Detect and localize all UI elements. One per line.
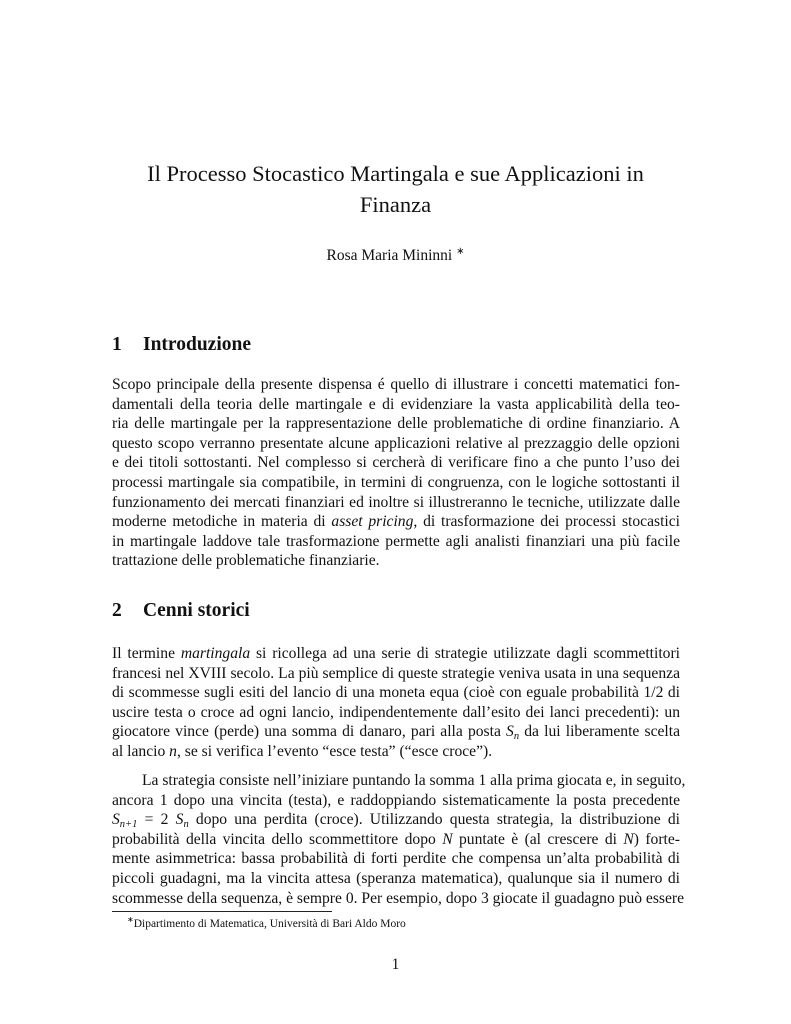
- text-segment: giocatore vince (perde) una somma di danaro, pari alla posta: [112, 723, 507, 741]
- text-segment: damentali della teoria delle martingale e di evidenziare la vasta applicabilità della teo-: [112, 395, 680, 413]
- math-subscript: n+1: [119, 819, 138, 831]
- section-title: Cenni storici: [143, 600, 250, 621]
- footnote-mark: ∗: [127, 915, 134, 924]
- text-line: [112, 683, 680, 703]
- italic-text: N: [623, 830, 634, 848]
- text-segment: funzionamento dei mercati finanziari ed inoltre si illustreranno le tecniche, utilizzate dalle: [112, 493, 680, 511]
- text-segment: , se si verifica l’evento “esce testa” (“esce croce”).: [176, 742, 493, 760]
- text-segment: mente asimmetrica: bassa probabilità di forti perdite che compensa un’alta probabilità di: [112, 850, 680, 868]
- text-line: [112, 473, 680, 493]
- text-segment: ria delle martingale per la rappresentazione delle problematiche di ordine finanziario. A: [112, 415, 680, 433]
- text-line: [112, 703, 680, 723]
- text-segment: La strategia consiste nell’iniziare puntando la somma 1 alla prima giocata e, in seguito,: [142, 772, 686, 789]
- math-subscript: n: [513, 731, 520, 743]
- text-line: [112, 849, 680, 869]
- text-line: [112, 375, 680, 395]
- text-segment: ancora 1 dopo una vincita (testa), e raddoppiando sistematicamente la posta precedente: [112, 791, 680, 809]
- text-segment: piccoli guadagni, ma la vincita attesa (speranza matematica), qualunque sia il numero di: [112, 869, 680, 887]
- text-segment: = 2: [137, 811, 176, 829]
- section-title: Introduzione: [143, 334, 251, 355]
- section-heading-cenni-storici: [112, 600, 250, 622]
- section-heading-introduzione: [112, 334, 251, 356]
- text-line: [112, 791, 680, 811]
- text-line: [112, 551, 680, 571]
- footnote-mark: ∗: [456, 246, 465, 257]
- text-line: [112, 889, 685, 909]
- text-segment: dopo una perdita (croce). Utilizzando questa strategia, la distribuzione di: [188, 811, 680, 829]
- text-line: [112, 810, 680, 830]
- paragraph: [112, 375, 680, 571]
- page-number: 1: [391, 956, 400, 973]
- italic-text: n: [169, 742, 177, 760]
- section-number: 2: [112, 600, 122, 621]
- text-segment: in martingale laddove tale trasformazione permette agli analisti finanziari una più facile: [112, 532, 680, 550]
- text-segment: puntate è (al crescere di: [452, 830, 624, 848]
- paragraph: [112, 771, 686, 908]
- author-name: Rosa Maria Mininni: [326, 247, 453, 265]
- footnote: [127, 915, 406, 930]
- paragraph: [112, 644, 680, 762]
- author-line: [100, 246, 691, 265]
- text-segment: uscire testa o croce ad ogni lancio, indipendentemente dall’esito dei lanci precedenti): un: [112, 703, 680, 721]
- text-segment: al lancio: [112, 742, 170, 760]
- text-segment: di scommesse sugli esiti del lancio di una moneta equa (cioè con eguale probabilità 1/2 di: [112, 684, 680, 702]
- text-segment: Scopo principale della presente dispensa é quello di illustrare i concetti matematici fon-: [112, 376, 680, 393]
- text-line: [112, 644, 680, 664]
- text-segment: ) forte-: [633, 830, 680, 848]
- italic-text: S: [506, 723, 514, 741]
- paper-title: [100, 158, 691, 220]
- text-segment: Il termine: [112, 645, 181, 662]
- text-segment: e dei titoli sottostanti. Nel complesso si cercherà di verificare fino a che punto l’uso dei: [112, 454, 680, 472]
- text-line: [112, 414, 680, 434]
- text-segment: si ricollega ad una serie di strategie utilizzate dagli scommettitori: [250, 645, 680, 662]
- text-line: [112, 722, 680, 742]
- text-segment: francesi nel XVIII secolo. La più semplice di queste strategie veniva usata in una sequenza: [112, 664, 680, 682]
- text-segment: probabilità della vincita dello scommettitore dopo: [112, 830, 443, 848]
- title-line: Finanza: [359, 192, 432, 217]
- text-segment: , di trasformazione dei processi stocastici: [413, 513, 680, 531]
- italic-text: S: [175, 811, 184, 829]
- italic-text: martingala: [180, 645, 251, 662]
- footnote-rule: [112, 911, 332, 912]
- section-number: 1: [112, 334, 122, 355]
- footnote-text: Dipartimento di Matematica, Università di Bari Aldo Moro: [133, 917, 406, 930]
- text-line: [112, 453, 680, 473]
- text-segment: scommesse della sequenza, è sempre 0. Per esempio, dopo 3 giocate il guadagno può essere: [112, 889, 685, 907]
- text-line: [112, 493, 680, 513]
- text-segment: trattazione delle problematiche finanziarie.: [112, 552, 380, 570]
- text-segment: moderne metodiche in materia di: [112, 513, 332, 531]
- math-subscript: n: [183, 819, 189, 831]
- text-line: [112, 395, 680, 415]
- text-segment: processi martingale sia compatibile, in termini di congruenza, con le logiche sottostanti il: [112, 473, 680, 491]
- text-line: [112, 532, 680, 552]
- text-segment: questo scopo verranno presentate alcune applicazioni relative al prezzaggio delle opzioni: [112, 434, 680, 452]
- italic-text: asset pricing: [331, 513, 414, 531]
- italic-text: S: [112, 811, 120, 829]
- text-line: [112, 664, 680, 684]
- text-line: [112, 742, 680, 762]
- text-line: [112, 771, 686, 791]
- text-line: [112, 512, 680, 532]
- title-line: Il Processo Stocastico Martingala e sue Applicazioni in: [147, 161, 644, 186]
- text-line: [112, 869, 680, 889]
- text-segment: da lui liberamente scelta: [519, 723, 680, 741]
- italic-text: N: [442, 830, 453, 848]
- text-line: [112, 830, 680, 850]
- text-line: [112, 434, 680, 454]
